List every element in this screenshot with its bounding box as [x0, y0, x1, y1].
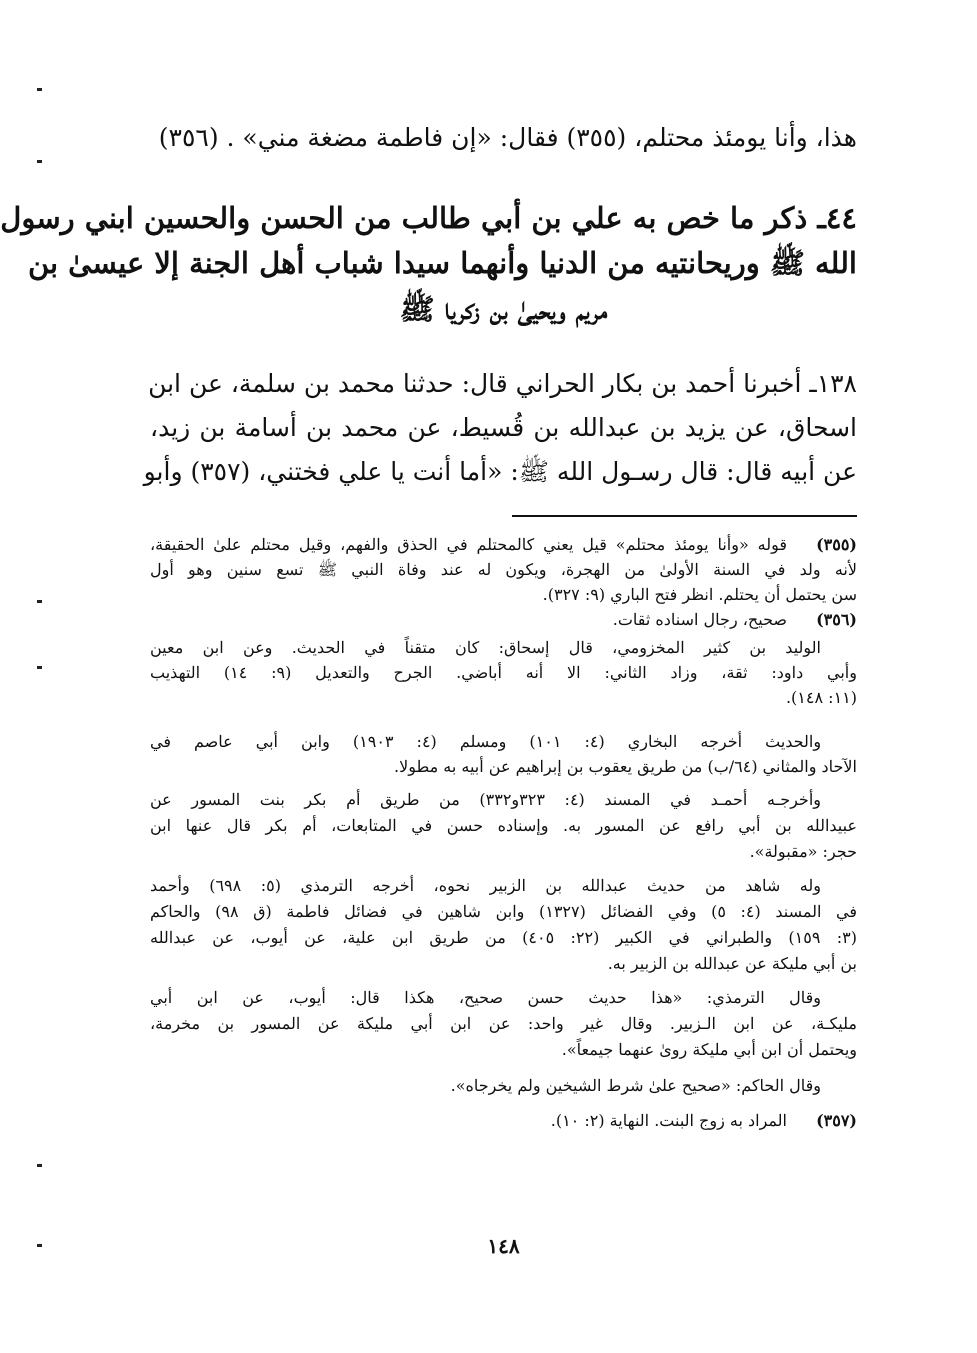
footnote-line: وقال الترمذي: «هذا حديث حسن صحيح، هكذا قال: أيوب، عن ابن أبي — [150, 988, 821, 1007]
footnote-line: صحيح، رجال اسناده ثقات. — [612, 610, 787, 629]
footnote-line: سن يحتمل أن يحتلم. انظر فتح الباري (٩: ٣٢٧). — [542, 585, 857, 604]
hadith-text-line-2: اسحاق، عن يزيد بن عبدالله بن قُسيط، عن محمد بن أسامة بن زيد، — [150, 413, 857, 442]
footnote-number: (٣٥٧) — [816, 1111, 857, 1130]
footnote-separator — [512, 515, 857, 517]
footnote-line: وله شاهد من حديث عبدالله بن الزبير نحوه، أخرجه الترمذي (٥: ٦٩٨) وأحمد — [150, 876, 821, 895]
footnote-line: قوله «وأنا يومئذ محتلم» قيل يعني كالمحتلم في الحذق والفهم، وقيل محتلم علىٰ الحقيقة، — [150, 535, 787, 554]
scan-mark — [37, 1244, 42, 1247]
hadith-text-line-3: عن أبيه قال: قال رسـول الله ﷺ: «أما أنت يا علي فختني، (٣٥٧) وأبو — [143, 457, 857, 486]
footnote-line: ويحتمل أن ابن أبي مليكة روىٰ عنهما جيمعاً». — [561, 1040, 857, 1059]
footnote-line: (١١: ١٤٨). — [785, 688, 857, 707]
chapter-heading-line-2: الله ﷺ وريحانتيه من الدنيا وأنهما سيدا شباب أهل الجنة إلا عيسىٰ بن — [27, 246, 857, 280]
footnote-line: المراد به زوج البنت. النهاية (٢: ١٠). — [550, 1111, 787, 1130]
scan-mark — [37, 88, 42, 91]
footnote-number: (٣٥٥) — [816, 535, 857, 554]
footnote-line: وأخرجـه أحمـد في المسند (٤: ٣٢٣و٣٣٢) من طريق أم بكر بنت المسور عن — [150, 790, 821, 809]
footnote-line: في المسند (٤: ٥) وفي الفضائل (١٣٢٧) وابن شاهين في فضائل فاطمة (ق ٩٨) والحاكم — [150, 902, 858, 921]
footnote-number: (٣٥٦) — [816, 610, 857, 629]
footnote-line: (٣: ١٥٩) والطبراني في الكبير (٢٢: ٤٠٥) من طريق ابن علية، عن أيوب، عن عبدالله — [150, 928, 857, 947]
footnote-line: والحديث أخرجه البخاري (٤: ١٠١) ومسلم (٤: ١٩٠٣) وابن أبي عاصم في — [150, 732, 822, 751]
hadith-text-line-1: ١٣٨ـ أخبرنا أحمد بن بكار الحراني قال: حدثنا محمد بن سلمة، عن ابن — [148, 369, 857, 398]
page-number: ١٤٨ — [487, 1234, 520, 1258]
scan-mark — [37, 600, 42, 603]
footnote-line: الوليد بن كثير المخزومي، قال إسحاق: كان متقناً في الحديث. وعن ابن معين — [150, 638, 821, 657]
scan-mark — [37, 666, 42, 669]
footnote-line: بن أبي مليكة عن عبدالله بن الزبير به. — [607, 954, 857, 973]
footnote-line: وأبي داود: ثقة، وزاد الثاني: الا أنه أباضي. الجرح والتعديل (٩: ١٤) التهذيب — [150, 663, 857, 682]
scan-mark — [37, 1164, 42, 1167]
footnote-line: عبيدالله بن أبي رافع عن المسور به. وإسناده حسن في المتابعات، أم بكر قال عنها ابن — [150, 816, 857, 835]
footnote-line: وقال الحاكم: «صحيح علىٰ شرط الشيخين ولم يخرجاه». — [450, 1076, 821, 1095]
chapter-heading-line-1: ٤٤ـ ذكر ما خص به علي بن أبي طالب من الحسن والحسين ابني رسول — [0, 201, 857, 235]
footnote-line: لأنه ولد في السنة الأولىٰ من الهجرة، ويكون له عند وفاة النبي ﷺ تسع سنين وهو أول — [150, 560, 857, 579]
footnote-line: حجر: «مقبولة». — [749, 842, 857, 861]
top-text-line: هذا، وأنا يومئذ محتلم، (٣٥٥) فقال: «إن فاطمة مضغة مني» . (٣٥٦) — [158, 123, 857, 152]
chapter-heading-line-3: مريم ويحيىٰ بن زكريا ﷺ — [399, 292, 608, 326]
scan-mark — [37, 160, 42, 163]
footnote-line: الآحاد والمثاني (٦٤/ب) من طريق يعقوب بن إبراهيم عن أبيه به مطولا. — [394, 757, 857, 776]
footnote-line: مليكـة، عن ابن الـزبير. وقال غير واحد: عن ابن أبي مليكة عن المسور بن مخرمة، — [150, 1014, 857, 1033]
